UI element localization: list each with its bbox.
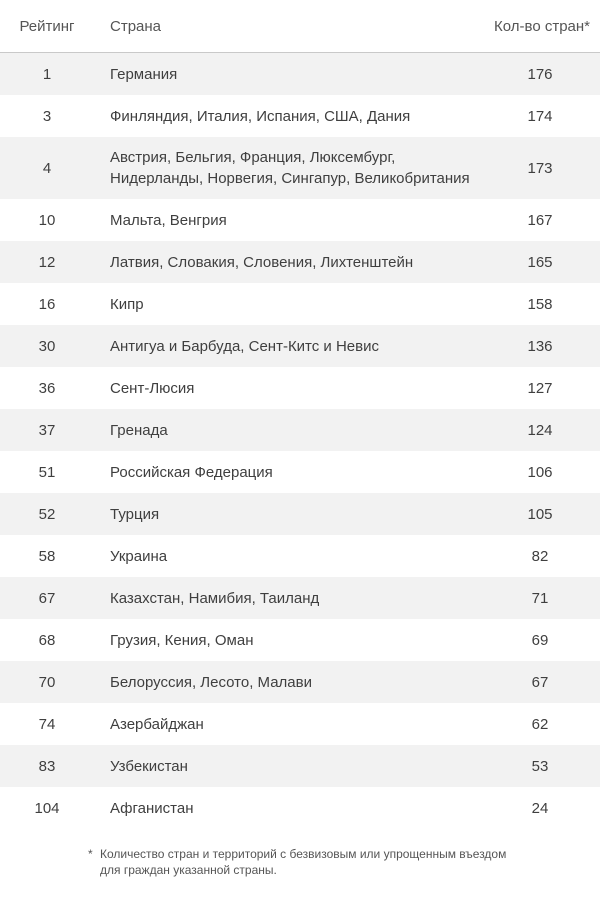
count-cell: 173 — [527, 159, 553, 177]
footnote-line-1: Количество стран и территорий с безвизовым или упрощенным въездом — [100, 847, 507, 861]
table-row — [0, 137, 600, 199]
count-cell: 136 — [527, 337, 553, 355]
footnote-line-2: для граждан указанной страны. — [100, 863, 277, 877]
rank-cell: 51 — [38, 463, 56, 481]
rank-cell: 30 — [38, 337, 56, 355]
table-row — [0, 53, 600, 95]
rank-cell: 104 — [34, 799, 60, 817]
rank-cell: 4 — [42, 159, 52, 177]
table-row — [0, 661, 600, 703]
table-row — [0, 619, 600, 661]
rank-cell: 70 — [38, 673, 56, 691]
rank-cell: 67 — [38, 589, 56, 607]
count-cell: 62 — [531, 715, 549, 733]
count-cell: 24 — [531, 799, 549, 817]
country-cell: Кипр — [110, 295, 144, 313]
count-cell: 53 — [531, 757, 549, 775]
table-row — [0, 325, 600, 367]
rank-cell: 3 — [42, 107, 52, 125]
count-cell: 158 — [527, 295, 553, 313]
country-cell: Украина — [110, 547, 168, 565]
count-cell: 165 — [527, 253, 553, 271]
table-row — [0, 535, 600, 577]
country-cell: Турция — [110, 505, 160, 523]
header-count: Кол-во стран* — [494, 17, 590, 35]
table-row — [0, 409, 600, 451]
country-cell-line-1: Австрия, Бельгия, Франция, Люксембург, — [110, 149, 396, 166]
table-row — [0, 787, 600, 829]
country-cell: Азербайджан — [110, 715, 204, 733]
table-row — [0, 451, 600, 493]
rank-cell: 74 — [38, 715, 56, 733]
table-header — [0, 0, 600, 53]
rank-cell: 58 — [38, 547, 56, 565]
country-cell: Антигуа и Барбуда, Сент-Китс и Невис — [110, 337, 379, 355]
country-cell: Латвия, Словакия, Словения, Лихтенштейн — [110, 253, 414, 271]
country-cell: Мальта, Венгрия — [110, 211, 227, 229]
country-cell: Белоруссия, Лесото, Малави — [110, 673, 312, 691]
header-rank: Рейтинг — [19, 17, 75, 35]
count-cell: 105 — [527, 505, 553, 523]
rank-cell: 83 — [38, 757, 56, 775]
table-row — [0, 283, 600, 325]
table-row — [0, 199, 600, 241]
footnote — [88, 846, 540, 878]
country-cell: Германия — [110, 65, 178, 83]
rank-cell: 12 — [38, 253, 56, 271]
table-row — [0, 577, 600, 619]
table-row — [0, 745, 600, 787]
country-cell: Сент-Люсия — [110, 379, 195, 397]
table-row — [0, 493, 600, 535]
country-cell — [94, 147, 480, 189]
country-cell: Финляндия, Италия, Испания, США, Дания — [110, 107, 411, 125]
table-row — [0, 703, 600, 745]
rank-cell: 1 — [42, 65, 52, 83]
count-cell: 124 — [527, 421, 553, 439]
rank-cell: 52 — [38, 505, 56, 523]
table-body — [0, 53, 600, 829]
rank-cell: 16 — [38, 295, 56, 313]
count-cell: 67 — [531, 673, 549, 691]
count-cell: 106 — [527, 463, 553, 481]
rank-cell: 68 — [38, 631, 56, 649]
count-cell: 127 — [527, 379, 553, 397]
rank-cell: 36 — [38, 379, 56, 397]
count-cell: 167 — [527, 211, 553, 229]
country-cell: Узбекистан — [110, 757, 188, 775]
header-country: Страна — [110, 17, 162, 35]
rank-cell: 37 — [38, 421, 56, 439]
country-cell: Грузия, Кения, Оман — [110, 631, 254, 649]
table-row — [0, 95, 600, 137]
country-cell: Российская Федерация — [110, 463, 273, 481]
country-cell-line-2: Нидерланды, Норвегия, Сингапур, Великобритания — [110, 170, 470, 187]
rank-cell: 10 — [38, 211, 56, 229]
count-cell: 71 — [531, 589, 549, 607]
country-cell: Казахстан, Намибия, Таиланд — [110, 589, 320, 607]
count-cell: 174 — [527, 107, 553, 125]
count-cell: 176 — [527, 65, 553, 83]
country-cell: Гренада — [110, 421, 168, 439]
count-cell: 69 — [531, 631, 549, 649]
count-cell: 82 — [531, 547, 549, 565]
country-cell: Афганистан — [110, 799, 194, 817]
footnote-asterisk: * — [88, 847, 93, 861]
table-row — [0, 241, 600, 283]
table-row — [0, 367, 600, 409]
